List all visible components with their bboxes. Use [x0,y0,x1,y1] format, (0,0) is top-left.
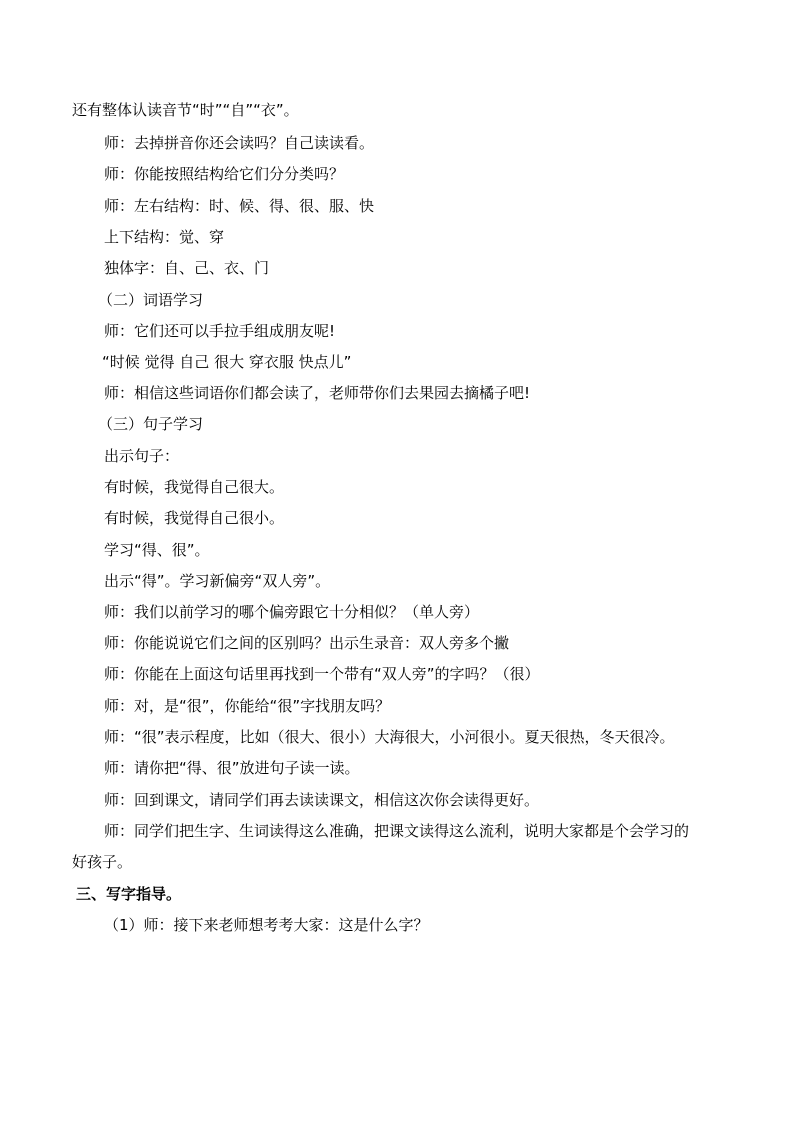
text-line: 师：去掉拼音你还会读吗？自己读读看。 [104,134,375,152]
text-line: 好孩子。 [72,853,133,871]
text-line: 师：同学们把生字、生词读得这么准确，把课文读得这么流利，说明大家都是个会学习的 [104,822,690,840]
text-line: 师：左右结构：时、候、得、很、服、快 [104,197,375,215]
text-line: 上下结构：觉、穿 [104,228,225,246]
text-line: 还有整体认读音节“时”“自”“衣”。 [72,101,299,119]
text-line: 有时候，我觉得自己很大。 [104,478,285,496]
text-line: 师：相信这些词语你们都会读了，老师带你们去果园去摘橘子吧! [104,384,531,402]
section-heading: （三）句子学习 [98,415,204,433]
text-line: 师：我们以前学习的哪个偏旁跟它十分相似？（单人旁） [104,603,480,621]
text-line: 师：你能说说它们之间的区别吗？出示生录音：双人旁多个撇 [104,634,510,652]
text-line: 师：回到课文，请同学们再去读读课文，相信这次你会读得更好。 [104,791,540,809]
section-heading: （二）词语学习 [98,291,204,309]
text-line: 学习“得、很”。 [104,541,210,559]
text-line: （1）师：接下来老师想考考大家：这是什么字？ [104,916,429,934]
text-line: 师：对，是“很”，你能给“很”字找朋友吗？ [104,697,391,715]
text-line: 师：请你把“得、很”放进句子读一读。 [104,759,360,777]
text-line: 有时候，我觉得自己很小。 [104,509,285,527]
section-heading: 三、写字指导。 [76,885,182,903]
text-line: “时候 觉得 自己 很大 穿衣服 快点儿” [102,353,352,371]
text-line: 独体字：自、己、衣、门 [104,259,270,277]
text-line: 师：它们还可以手拉手组成朋友呢! [104,322,336,340]
text-line: 出示句子： [104,447,180,465]
text-line: 师：你能按照结构给它们分分类吗？ [104,165,345,183]
text-line: 师：“很”表示程度，比如（很大、很小）大海很大，小河很小。夏天很热，冬天很冷。 [104,728,675,746]
text-line: 出示“得”。学习新偏旁“双人旁”。 [104,572,331,590]
text-line: 师：你能在上面这句话里再找到一个带有“双人旁”的字吗？（很） [104,665,540,683]
